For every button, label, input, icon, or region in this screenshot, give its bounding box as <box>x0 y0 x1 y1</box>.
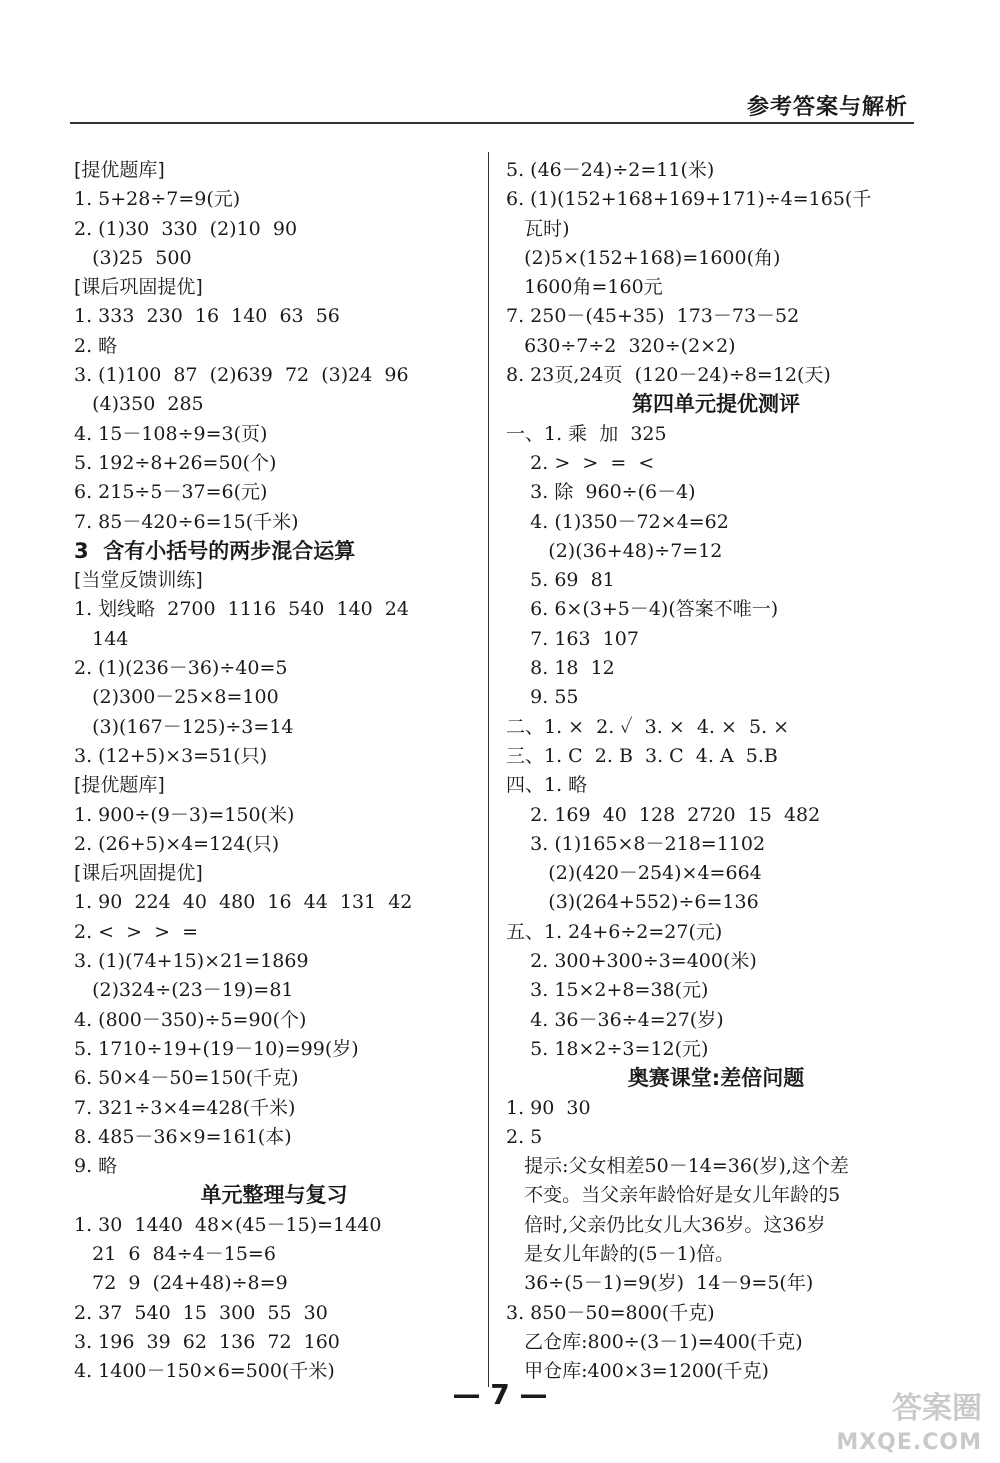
answer-line: 21 6 84÷4－15=6 <box>74 1242 276 1265</box>
answer-line: 1. 900÷(9－3)=150(米) <box>74 803 295 826</box>
subsection-label: [课后巩固提优] <box>74 862 203 885</box>
subsection-label: [课后巩固提优] <box>74 276 203 299</box>
left-answer-column <box>74 156 474 1386</box>
answer-line: 9. 55 <box>506 686 579 709</box>
answer-line: 1. 5+28÷7=9(元) <box>74 188 241 211</box>
header-divider <box>70 122 914 124</box>
answer-line: 9. 略 <box>74 1155 118 1178</box>
answer-line: 3. 除 960÷(6－4) <box>506 481 696 504</box>
answer-line: 瓦时) <box>506 217 570 240</box>
answer-line: 2. (1)30 330 (2)10 90 <box>74 217 298 240</box>
answer-line: 72 9 (24+48)÷8=9 <box>74 1272 288 1295</box>
answer-line: 6. 6×(3+5－4)(答案不唯一) <box>506 598 779 621</box>
answer-line: (4)350 285 <box>74 393 204 416</box>
answer-line: 5. 18×2÷3=12(元) <box>506 1037 709 1060</box>
answer-line: 不变。当父亲年龄恰好是女儿年龄的5 <box>506 1184 841 1207</box>
page-number: — 7 — <box>452 1378 548 1411</box>
answer-line: 是女儿年龄的(5－1)倍。 <box>506 1242 735 1265</box>
answer-line: 6. (1)(152+168+169+171)÷4=165(千 <box>506 188 872 211</box>
answer-line: 3. 196 39 62 136 72 160 <box>74 1330 340 1353</box>
answer-line: 3. (1)(74+15)×21=1869 <box>74 950 309 973</box>
answer-line: 2. > > = < <box>506 451 655 474</box>
subsection-label: [当堂反馈训练] <box>74 569 203 592</box>
answer-line: 乙仓库:800÷(3－1)=400(千克) <box>506 1330 803 1353</box>
watermark-logo-text: 答案圈 <box>892 1391 982 1426</box>
answer-line: (2)5×(152+168)=1600(角) <box>506 246 781 269</box>
answer-line: 5. 69 81 <box>506 569 615 592</box>
answer-line: (3)(264+552)÷6=136 <box>506 891 759 914</box>
answer-line: 1. 90 30 <box>506 1096 591 1119</box>
answer-line: 1. 划线略 2700 1116 540 140 24 <box>74 598 409 621</box>
answer-line: 6. 50×4－50=150(千克) <box>74 1067 299 1090</box>
answer-line: 7. 85－420÷6=15(千米) <box>74 510 299 533</box>
subsection-label: [提优题库] <box>74 159 165 181</box>
answer-line: 4. (800－350)÷5=90(个) <box>74 1008 307 1031</box>
answer-line: 3. 15×2+8=38(元) <box>506 979 709 1002</box>
answer-line: 4. 15－108÷9=3(页) <box>74 422 268 445</box>
answer-line: (2)300－25×8=100 <box>74 686 279 709</box>
answer-line: 倍时,父亲仍比女儿大36岁。这36岁 <box>506 1213 826 1236</box>
answer-line: 提示:父女相差50－14=36(岁),这个差 <box>506 1155 849 1178</box>
answer-line: 1600角=160元 <box>506 276 663 299</box>
answer-line: (2)(36+48)÷7=12 <box>506 539 723 562</box>
answer-line: 甲仓库:400×3=1200(千克) <box>506 1360 769 1383</box>
answer-line: (3)25 500 <box>74 246 192 269</box>
answer-line: 7. 250－(45+35) 173－73－52 <box>506 305 800 328</box>
answer-line: 8. 23页,24页 (120－24)÷8=12(天) <box>506 364 831 387</box>
answer-line: 3. (1)165×8－218=1102 <box>506 832 766 855</box>
column-divider <box>488 152 489 1387</box>
answer-line: 1. 333 230 16 140 63 56 <box>74 305 340 328</box>
answer-line: 144 <box>74 627 129 650</box>
answer-line: 2. 169 40 128 2720 15 482 <box>506 803 821 826</box>
section-heading: 第四单元提优测评 <box>632 392 800 417</box>
answer-line: 一、1. 乘 加 325 <box>506 422 667 445</box>
answer-line: 3. 850－50=800(千克) <box>506 1301 715 1324</box>
answer-line: 5. (46－24)÷2=11(米) <box>506 159 715 181</box>
page-header-title: 参考答案与解析 <box>746 95 908 120</box>
answer-line: 四、1. 略 <box>506 774 588 797</box>
answer-line: 7. 321÷3×4=428(千米) <box>74 1096 296 1119</box>
answer-line: 6. 215÷5－37=6(元) <box>74 481 268 504</box>
answer-line: 五、1. 24+6÷2=27(元) <box>506 920 723 943</box>
answer-line: 5. 192÷8+26=50(个) <box>74 451 277 474</box>
answer-line: 2. 37 540 15 300 55 30 <box>74 1301 328 1324</box>
right-answer-column <box>506 156 926 1386</box>
answer-line: 36÷(5－1)=9(岁) 14－9=5(年) <box>506 1272 814 1295</box>
answer-line: 3. (1)100 87 (2)639 72 (3)24 96 <box>74 364 409 387</box>
watermark-url: MXQE.COM <box>836 1430 982 1455</box>
answer-line: 4. (1)350－72×4=62 <box>506 510 729 533</box>
answer-line: 三、1. C 2. B 3. C 4. A 5.B <box>506 744 778 767</box>
subsection-label: [提优题库] <box>74 774 165 797</box>
answer-line: 二、1. × 2. ✓ 3. × 4. × 5. × <box>506 715 790 738</box>
answer-line: 2. 略 <box>74 334 118 357</box>
answer-line: 3. (12+5)×3=51(只) <box>74 744 268 767</box>
section-heading: 单元整理与复习 <box>200 1183 348 1208</box>
answer-line: (2)(420－254)×4=664 <box>506 862 762 885</box>
answer-line: 630÷7÷2 320÷(2×2) <box>506 334 736 357</box>
answer-line: 2. 5 <box>506 1125 543 1148</box>
answer-line: 2. 300+300÷3=400(米) <box>506 950 757 973</box>
answer-line: (2)324÷(23－19)=81 <box>74 979 294 1002</box>
answer-line: 4. 1400－150×6=500(千米) <box>74 1360 335 1383</box>
section-heading: 3 含有小括号的两步混合运算 <box>74 538 356 563</box>
answer-line: 8. 18 12 <box>506 657 615 680</box>
section-heading: 奥赛课堂:差倍问题 <box>627 1066 805 1091</box>
answer-line: 5. 1710÷19+(19－10)=99(岁) <box>74 1037 359 1060</box>
answer-line: 2. < > > = <box>74 920 199 943</box>
site-watermark <box>836 1392 982 1460</box>
answer-line: 1. 90 224 40 480 16 44 131 42 <box>74 891 413 914</box>
answer-line: 4. 36－36÷4=27(岁) <box>506 1008 724 1031</box>
answer-line: 8. 485－36×9=161(本) <box>74 1125 292 1148</box>
answer-line: 1. 30 1440 48×(45－15)=1440 <box>74 1213 382 1236</box>
answer-line: 2. (1)(236－36)÷40=5 <box>74 657 288 680</box>
answer-line: 2. (26+5)×4=124(只) <box>74 832 280 855</box>
answer-line: 7. 163 107 <box>506 627 639 650</box>
answer-line: (3)(167－125)÷3=14 <box>74 715 294 738</box>
